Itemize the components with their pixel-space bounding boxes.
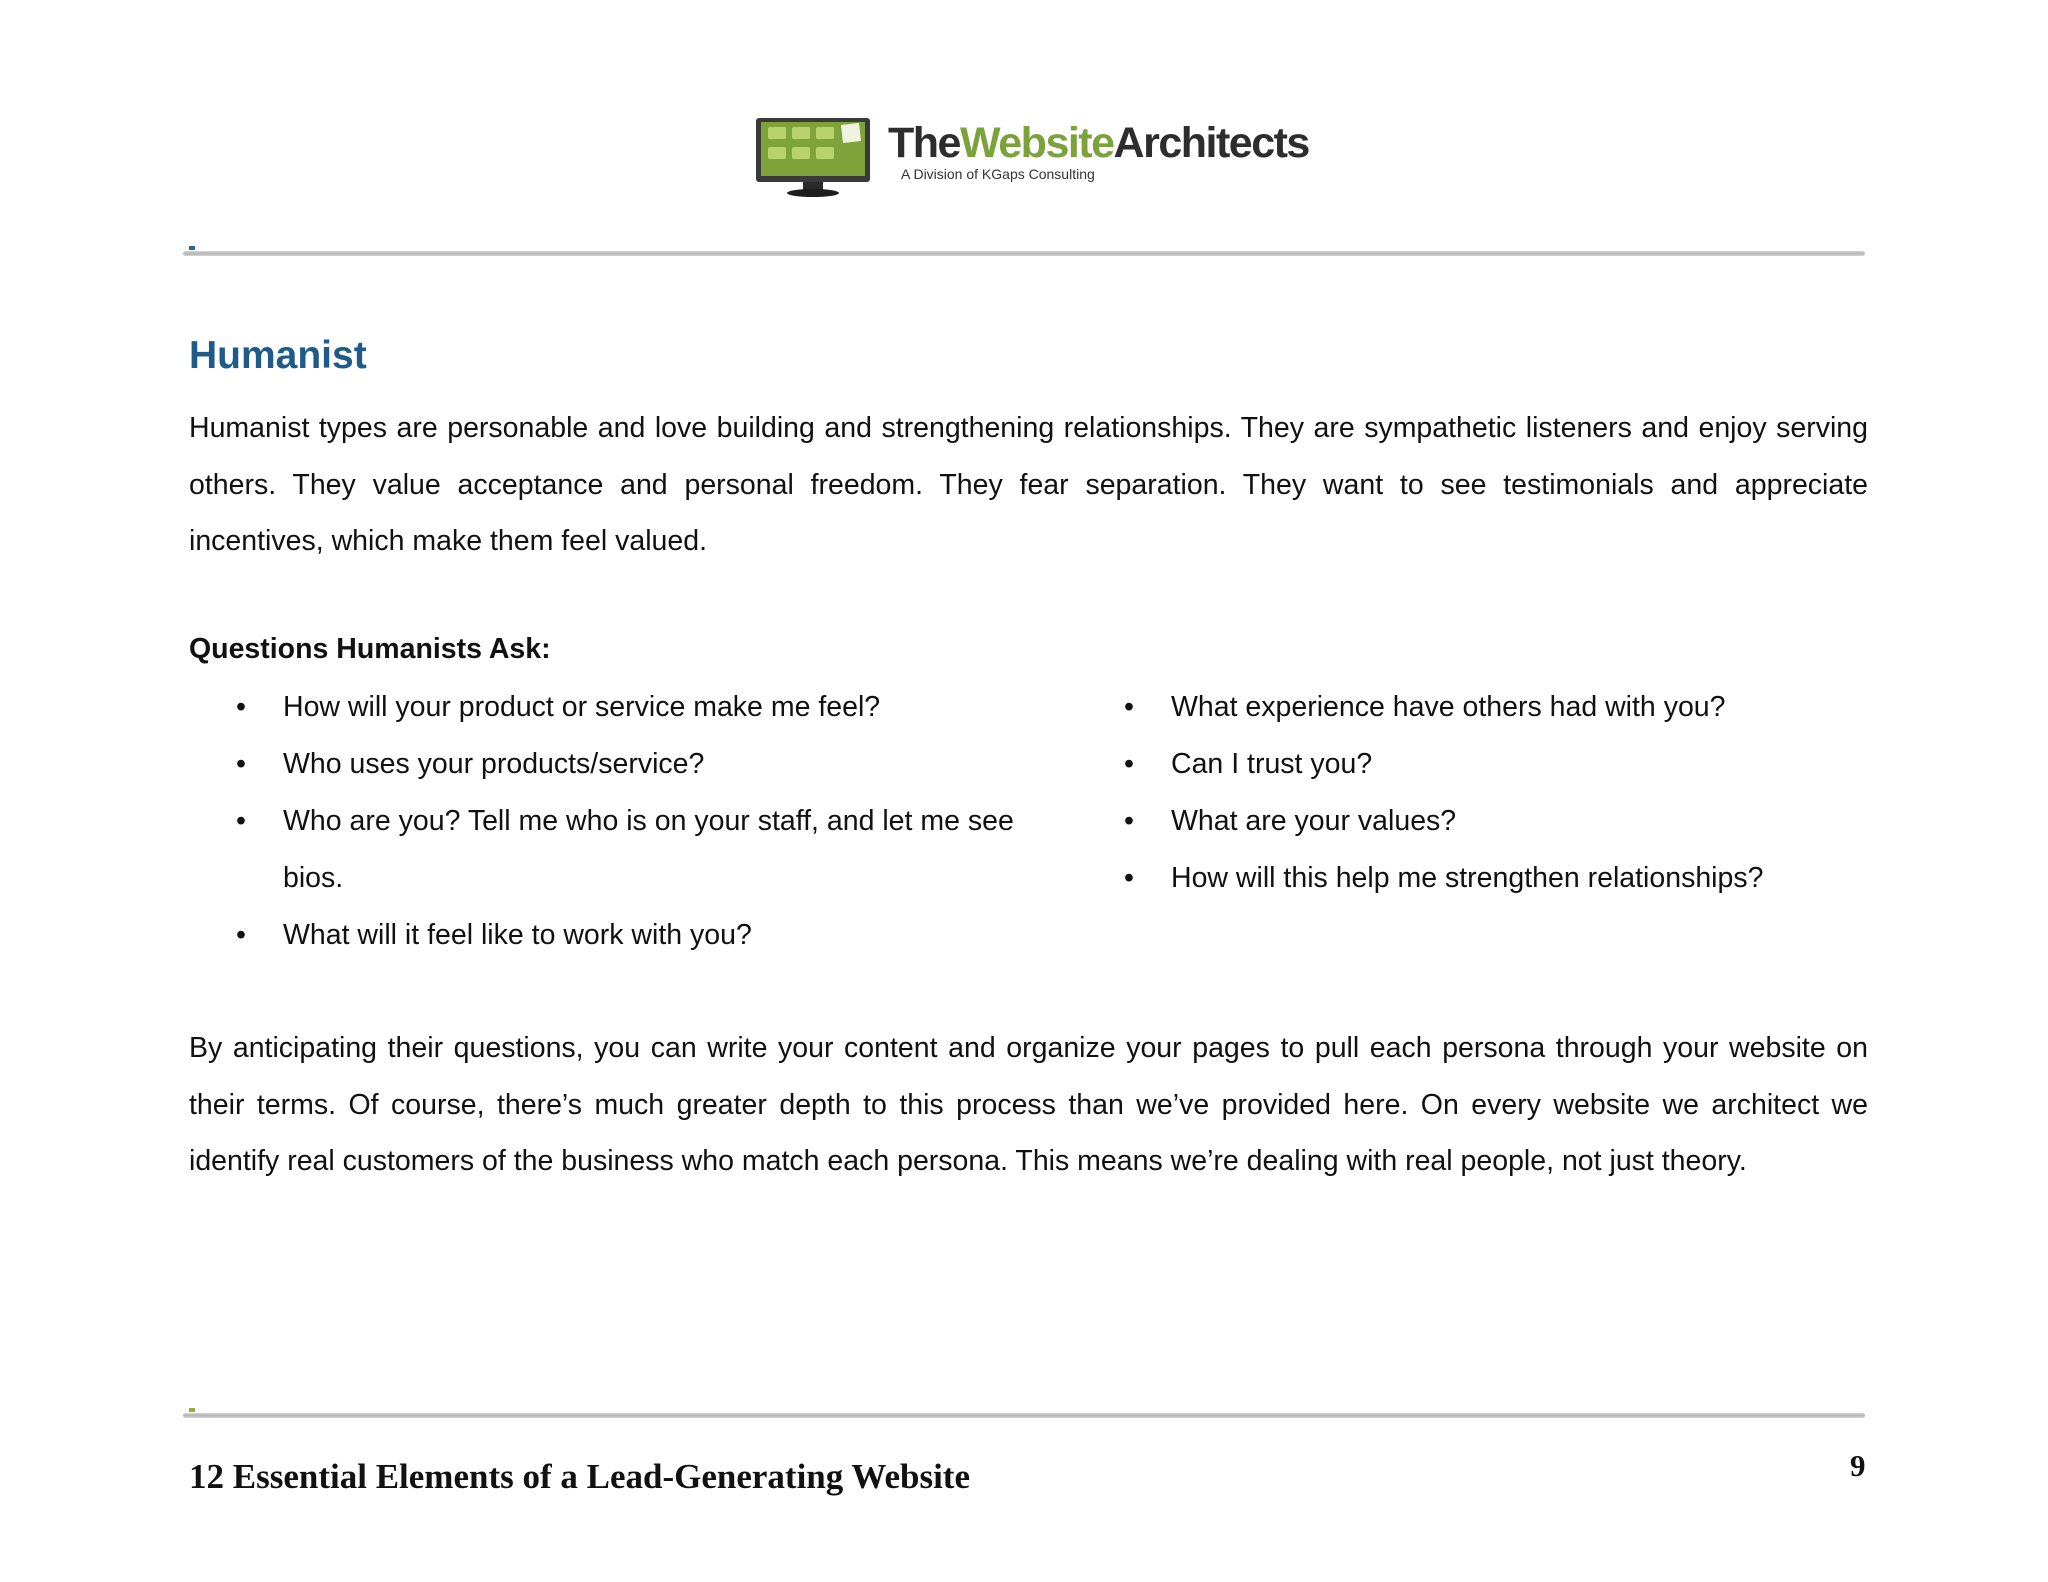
intro-paragraph: Humanist types are personable and love building and strengthening relationships. They are sympathetic listeners and enjoy serving others. They value acceptance and personal freedom. They fear separation. They want to see testimonials and appreciate incentives, which make them feel valued. [189,412,1868,557]
brand-the: The [888,119,960,167]
list-item [1118,679,1878,736]
section-heading: Humanist [189,334,367,377]
bullet-icon: • [236,691,246,723]
bullet-icon: • [236,919,246,951]
questions-list-left [230,679,1030,964]
bullet-icon: • [1124,862,1134,894]
bullet-icon: • [1124,805,1134,837]
list-item [1118,736,1878,793]
question-text: How will your product or service make me feel? [283,691,881,723]
question-text: Who are you? Tell me who is on your staff, and let me see bios. [283,805,1014,894]
question-text: What will it feel like to work with you? [283,919,752,951]
closing-paragraph: By anticipating their questions, you can write your content and organize your pages to pull each persona through your website on their terms. Of course, there’s much greater depth to this process than we’ve provided here. On every website we architect we identify real customers of the business who match each persona. This means we’re dealing with real people, not just theory. [189,1032,1868,1177]
footer-document-title: 12 Essential Elements of a Lead-Generating Website [189,1457,970,1496]
list-item [230,793,1030,907]
footer-divider [183,1413,1865,1418]
brand-tagline: A Division of KGaps Consulting [901,166,1095,182]
header-accent-mark [189,246,195,250]
question-text: How will this help me strengthen relationships? [1171,862,1764,894]
header-divider [183,251,1865,256]
list-item [1118,793,1878,850]
list-item [1118,850,1878,907]
bullet-icon: • [236,748,246,780]
question-text: Who uses your products/service? [283,748,705,780]
bullet-icon: • [236,805,246,837]
brand-name [888,117,1309,169]
question-text: What are your values? [1171,805,1457,837]
bullet-icon: • [1124,748,1134,780]
company-logo [755,117,1315,213]
list-item [230,679,1030,736]
brand-architects: Architects [1113,119,1309,167]
list-item [230,736,1030,793]
question-text: Can I trust you? [1171,748,1373,780]
footer-accent-mark [189,1408,195,1412]
questions-heading: Questions Humanists Ask: [189,633,551,665]
question-text: What experience have others had with you? [1171,691,1726,723]
monitor-icon [755,117,871,197]
brand-website: Website [959,119,1114,167]
list-item [230,907,1030,964]
bullet-icon: • [1124,691,1134,723]
questions-list-right [1118,679,1878,907]
page-number: 9 [1850,1448,1866,1483]
